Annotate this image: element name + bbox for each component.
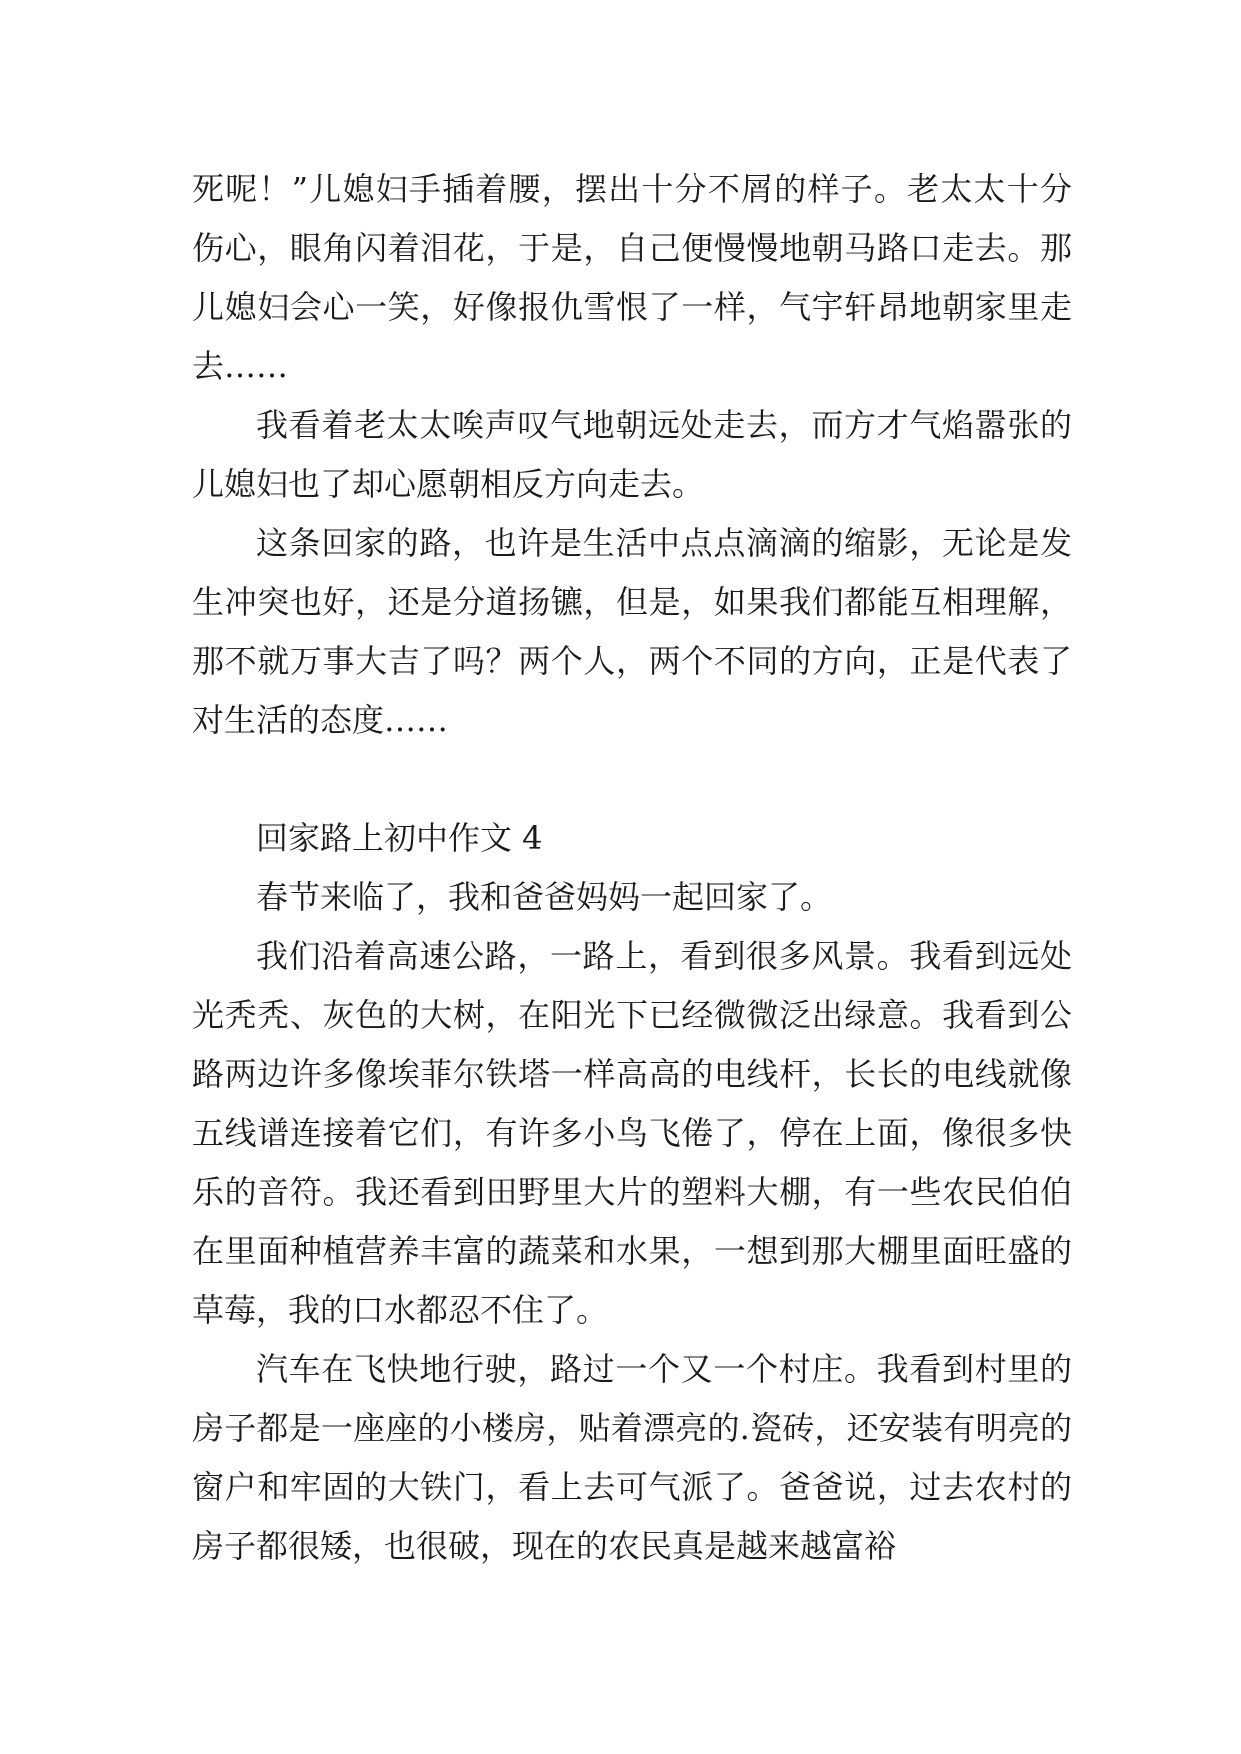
paragraph-continued: 死呢！”儿媳妇手插着腰，摆出十分不屑的样子。老太太十分伤心，眼角闪着泪花，于是，自己便慢慢地朝马路口走去。那儿媳妇会心一笑，好像报仇雪恨了一样，气宇轩昂地朝家里走去…… bbox=[192, 170, 1072, 385]
section-title: 回家路上初中作文 4 bbox=[256, 819, 543, 857]
section-spacer bbox=[192, 750, 1072, 809]
paragraph: 汽车在飞快地行驶，路过一个又一个村庄。我看到村里的房子都是一座座的小楼房，贴着漂亮的.瓷砖，还安装有明亮的窗户和牢固的大铁门，看上去可气派了。爸爸说，过去农村的房子都很矮，也很破，现在的农民真是越来越富裕 bbox=[192, 1350, 1072, 1565]
paragraph: 我看着老太太唉声叹气地朝远处走去，而方才气焰嚣张的儿媳妇也了却心愿朝相反方向走去。 bbox=[192, 406, 1072, 503]
paragraph: 这条回家的路，也许是生活中点点滴滴的缩影，无论是发生冲突也好，还是分道扬镳，但是，如果我们都能互相理解，那不就万事大吉了吗？两个人，两个不同的方向，正是代表了对生活的态度…… bbox=[192, 524, 1072, 739]
paragraph: 春节来临了，我和爸爸妈妈一起回家了。 bbox=[256, 878, 833, 916]
document-body bbox=[192, 160, 1072, 1576]
paragraph: 我们沿着高速公路，一路上，看到很多风景。我看到远处光秃秃、灰色的大树，在阳光下已经微微泛出绿意。我看到公路两边许多像埃菲尔铁塔一样高高的电线杆，长长的电线就像五线谱连接着它们，有许多小鸟飞倦了，停在上面，像很多快乐的音符。我还看到田野里大片的塑料大棚，有一些农民伯伯在里面种植营养丰富的蔬菜和水果，一想到那大棚里面旺盛的草莓，我的口水都忍不住了。 bbox=[192, 937, 1072, 1329]
